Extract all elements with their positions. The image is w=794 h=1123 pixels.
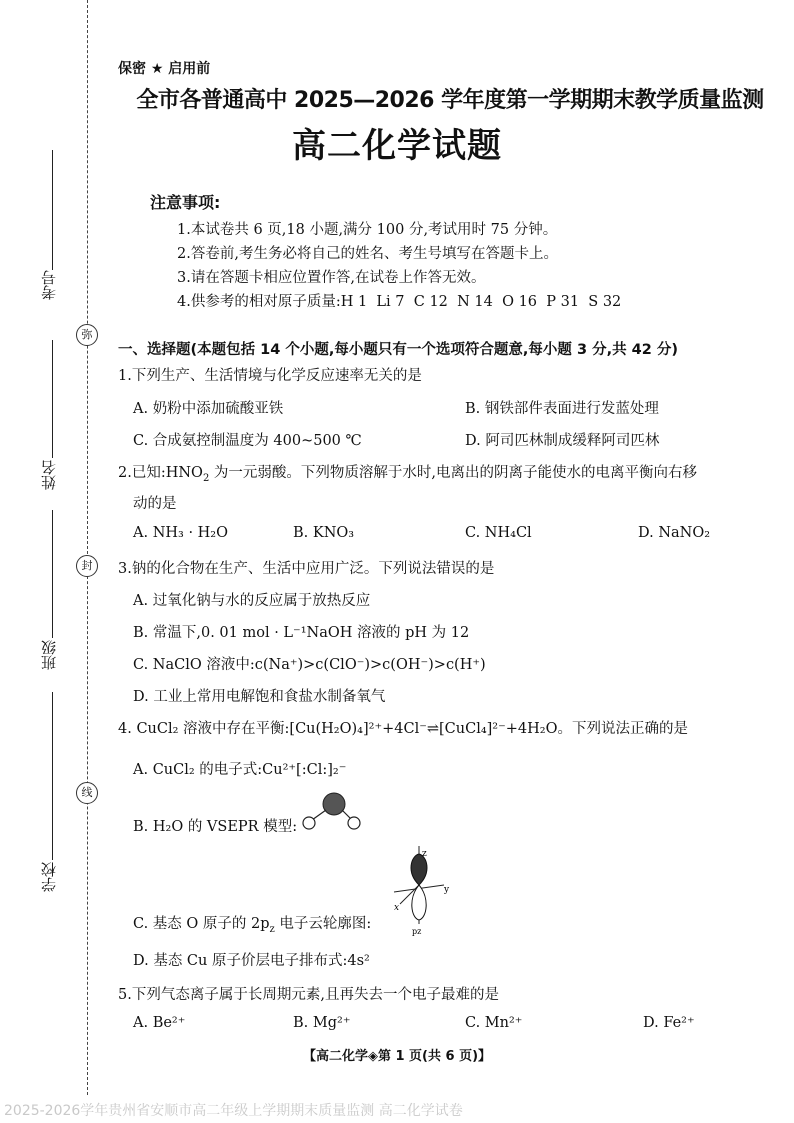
h2o-vsepr-model-figure (296, 790, 368, 836)
side-label-school: 学校 (40, 862, 58, 892)
q3-option-a: A. 过氧化钠与水的反应属于放热反应 (133, 593, 371, 609)
q2-stem-part2: 为一元弱酸。下列物质溶解于水时,电离出的阴离子能使水的电离平衡向右移 (209, 465, 698, 481)
q2-option-d: D. NaNO₂ (638, 525, 711, 541)
q5-option-b: B. Mg²⁺ (293, 1015, 351, 1031)
hydrogen-atom-icon (348, 817, 360, 829)
q4-c-sub: z (269, 923, 275, 935)
q3-option-c: C. NaClO 溶液中:c(Na⁺)>c(ClO⁻)>c(OH⁻)>c(H⁺) (133, 657, 486, 673)
q4-option-c (133, 912, 371, 935)
side-label-name: 姓名 (40, 460, 58, 490)
side-label-exam-number: 考号 (40, 270, 58, 300)
q5-option-c: C. Mn²⁺ (465, 1015, 523, 1031)
hydrogen-atom-icon (303, 817, 315, 829)
notice-heading: 注意事项: (150, 193, 221, 212)
page-title: 高二化学试题 (292, 126, 502, 166)
q3-option-d: D. 工业上常用电解饱和食盐水制备氧气 (133, 689, 386, 705)
oxygen-atom-icon (323, 793, 345, 815)
notice-item: 2.答卷前,考生务必将自己的姓名、考生号填写在答题卡上。 (177, 246, 558, 262)
question-1-stem: 1.下列生产、生活情境与化学反应速率无关的是 (118, 368, 422, 384)
q2-option-b: B. KNO₃ (293, 525, 355, 541)
section-heading: 一、选择题(本题包括 14 个小题,每小题只有一个选项符合题意,每小题 3 分,共 42 分) (118, 342, 679, 358)
confidential-label: 保密 ★ 启用前 (118, 61, 211, 77)
q1-option-b: B. 钢铁部件表面进行发蓝处理 (465, 401, 659, 417)
axis-x-label: x (394, 903, 400, 913)
q5-option-a: A. Be²⁺ (133, 1015, 186, 1031)
q4-c-part2: 电子云轮廓图: (274, 916, 372, 932)
exam-title: 全市各普通高中 2025—2026 学年度第一学期期末教学质量监测 (136, 88, 764, 113)
question-2-stem-line2: 动的是 (133, 496, 177, 512)
q3-option-b: B. 常温下,0. 01 mol · L⁻¹NaOH 溶液的 pH 为 12 (133, 625, 470, 641)
q1-option-a: A. 奶粉中添加硫酸亚铁 (133, 401, 284, 417)
page-footer: 【高二化学◈第 1 页(共 6 页)】 (302, 1049, 492, 1064)
notice-item: 4.供参考的相对原子质量:H 1 Li 7 C 12 N 14 O 16 P 31 S 32 (177, 294, 622, 310)
q5-option-d: D. Fe²⁺ (643, 1015, 695, 1031)
q2-stem-sub: 2 (202, 472, 210, 484)
q1-option-c: C. 合成氨控制温度为 400~500 ℃ (133, 433, 362, 449)
q2-stem-part1: 2.已知:HNO (118, 465, 203, 481)
q4-option-b: B. H₂O 的 VSEPR 模型: (133, 819, 298, 835)
question-5-stem: 5.下列气态离子属于长周期元素,且再失去一个电子最难的是 (118, 987, 499, 1003)
exam-number-blank[interactable] (52, 150, 53, 270)
q4-c-part1: C. 基态 O 原子的 2p (133, 916, 270, 932)
q4-option-d: D. 基态 Cu 原子价层电子排布式:4s² (133, 953, 370, 969)
axis-z-label: z (422, 849, 427, 859)
question-2-stem (118, 461, 697, 484)
seal-mark-xian: 线 (76, 782, 98, 804)
question-3-stem: 3.钠的化合物在生产、生活中应用广泛。下列说法错误的是 (118, 561, 495, 577)
class-blank[interactable] (52, 510, 53, 638)
orbital-pz-label: pz (412, 927, 422, 936)
question-4-stem: 4. CuCl₂ 溶液中存在平衡:[Cu(H₂O)₄]²⁺+4Cl⁻⇌[CuCl₄]²⁻+4H₂O。下列说法正确的是 (118, 721, 688, 737)
side-label-class: 班级 (40, 640, 58, 670)
seal-mark-mi: 弥 (76, 324, 98, 346)
name-blank[interactable] (52, 340, 53, 458)
pz-orbital-figure (386, 842, 456, 938)
q1-option-d: D. 阿司匹林制成缓释阿司匹林 (465, 433, 660, 449)
seal-mark-feng: 封 (76, 555, 98, 577)
q2-option-a: A. NH₃ · H₂O (133, 525, 229, 541)
school-blank[interactable] (52, 692, 53, 860)
q4-option-a: A. CuCl₂ 的电子式:Cu²⁺[:Cl:]₂⁻ (133, 762, 347, 778)
notice-item: 3.请在答题卡相应位置作答,在试卷上作答无效。 (177, 270, 486, 286)
notice-item: 1.本试卷共 6 页,18 小题,满分 100 分,考试用时 75 分钟。 (177, 222, 558, 238)
watermark: 2025-2026学年贵州省安顺市高二年级上学期期末质量监测 高二化学试卷 (4, 1103, 463, 1119)
q2-option-c: C. NH₄Cl (465, 525, 532, 541)
axis-y-label: y (444, 885, 450, 895)
